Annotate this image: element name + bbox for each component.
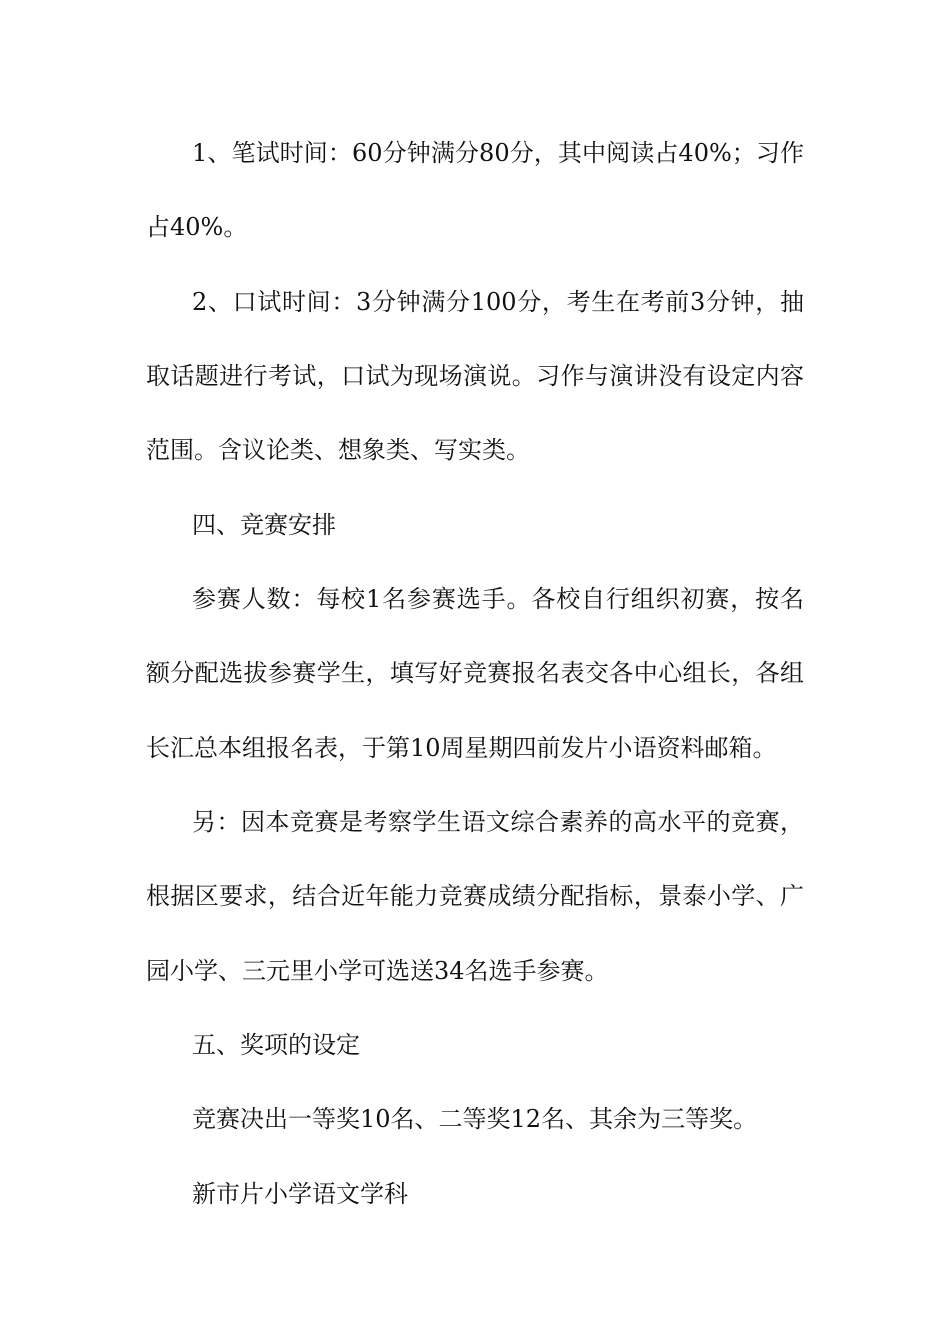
text-line-7: 参赛人数：每校1名参赛选手。各校自行组织初赛，按名 xyxy=(192,585,804,613)
paragraph-line xyxy=(0,356,950,396)
signature-line xyxy=(0,1174,950,1214)
text-line-3: 2、口试时间：3分钟满分100分，考生在考前3分钟，抽 xyxy=(192,288,804,316)
text-line-8: 额分配选拔参赛学生，填写好竞赛报名表交各中心组长，各组 xyxy=(146,659,804,687)
text-line-2: 占40%。 xyxy=(146,213,248,241)
text-line-14: 竞赛决出一等奖10名、二等奖12名、其余为三等奖。 xyxy=(192,1105,758,1133)
paragraph-line xyxy=(0,653,950,693)
section-heading xyxy=(0,505,950,545)
text-line-5: 范围。含议论类、想象类、写实类。 xyxy=(146,436,530,464)
paragraph-line xyxy=(0,133,950,173)
paragraph-line xyxy=(0,579,950,619)
paragraph-line xyxy=(0,282,950,322)
issuer-name: 新市片小学语文学科 xyxy=(192,1180,408,1208)
section-heading xyxy=(0,1025,950,1065)
paragraph-line xyxy=(0,876,950,916)
text-line-9: 长汇总本组报名表，于第10周星期四前发片小语资料邮箱。 xyxy=(146,734,777,762)
text-line-1: 1、笔试时间：60分钟满分80分，其中阅读占40%；习作 xyxy=(192,139,804,167)
paragraph-line xyxy=(0,1099,950,1139)
paragraph-line xyxy=(0,207,950,247)
paragraph-line xyxy=(0,728,950,768)
text-line-10: 另：因本竞赛是考察学生语文综合素养的高水平的竞赛， xyxy=(192,808,804,836)
paragraph-line xyxy=(0,802,950,842)
text-line-4: 取话题进行考试，口试为现场演说。习作与演讲没有设定内容 xyxy=(146,362,804,390)
text-line-11: 根据区要求，结合近年能力竞赛成绩分配指标，景泰小学、广 xyxy=(146,882,804,910)
paragraph-line xyxy=(0,430,950,470)
heading-competition-arrangement: 四、竞赛安排 xyxy=(192,511,336,539)
text-line-12: 园小学、三元里小学可选送34名选手参赛。 xyxy=(146,957,609,985)
paragraph-line xyxy=(0,951,950,991)
heading-award-settings: 五、奖项的设定 xyxy=(192,1031,360,1059)
